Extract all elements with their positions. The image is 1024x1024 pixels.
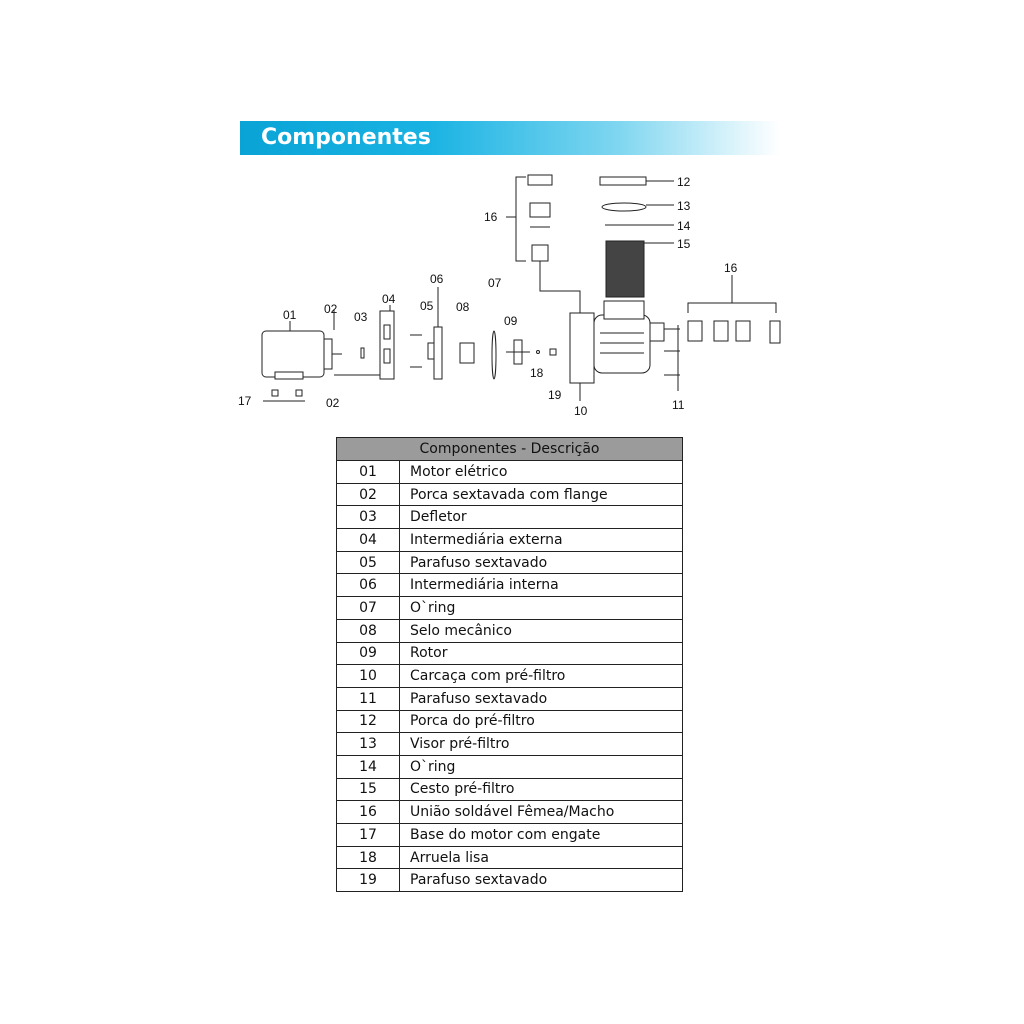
row-number: 15 [337,778,400,801]
callout-labels [238,175,738,418]
row-description: Arruela lisa [400,846,683,869]
table-row [337,529,683,552]
row-number: 17 [337,824,400,847]
row-description: Rotor [400,642,683,665]
row-description: Cesto pré-filtro [400,778,683,801]
table-row [337,801,683,824]
callout-05: 05 [420,299,434,313]
callout-01: 01 [283,308,297,322]
prefilter-stack-part [600,177,646,297]
row-number: 09 [337,642,400,665]
oring-part [492,331,496,379]
row-description: Parafuso sextavado [400,687,683,710]
row-number: 02 [337,483,400,506]
table-row [337,824,683,847]
row-number: 06 [337,574,400,597]
table-row [337,846,683,869]
row-number: 12 [337,710,400,733]
row-description: Base do motor com engate [400,824,683,847]
top-union-part [506,175,552,261]
components-table [336,437,683,892]
row-description: O`ring [400,597,683,620]
row-description: Intermediária interna [400,574,683,597]
row-description: Visor pré-filtro [400,733,683,756]
inner-bracket-part [428,327,442,379]
callout-02-bottom: 02 [326,396,340,410]
callout-07: 07 [488,276,502,290]
row-number: 13 [337,733,400,756]
motor-part [262,331,342,379]
callout-19: 19 [548,388,562,402]
table-row [337,574,683,597]
motor-base-part [263,390,305,401]
row-number: 01 [337,461,400,484]
exploded-diagram [230,165,790,425]
rotor-part [506,340,530,364]
row-number: 03 [337,506,400,529]
exploded-diagram-svg [230,165,790,425]
callout-12: 12 [677,175,691,189]
table-row [337,597,683,620]
table-row [337,483,683,506]
row-description: Motor elétrico [400,461,683,484]
row-description: O`ring [400,755,683,778]
row-number: 10 [337,665,400,688]
row-number: 04 [337,529,400,552]
row-number: 05 [337,551,400,574]
section-title: Componentes [261,125,431,150]
row-number: 19 [337,869,400,892]
row-number: 07 [337,597,400,620]
callout-02-top: 02 [324,302,338,316]
mechanical-seal-part [460,343,474,363]
table-row [337,710,683,733]
table-header-row [337,438,683,461]
row-description: Parafuso sextavado [400,551,683,574]
table-row [337,461,683,484]
side-union-part [688,275,780,343]
table-row [337,665,683,688]
table-row [337,778,683,801]
row-number: 14 [337,755,400,778]
table-row [337,642,683,665]
table-row [337,551,683,574]
section-banner [240,121,780,155]
callout-11: 11 [672,398,685,412]
row-description: União soldável Fêmea/Macho [400,801,683,824]
table-body [337,461,683,892]
callout-08: 08 [456,300,470,314]
table-row [337,733,683,756]
pump-housing-part [570,301,664,383]
row-description: Defletor [400,506,683,529]
row-description: Parafuso sextavado [400,869,683,892]
table-header: Componentes - Descrição [337,438,683,461]
outer-bracket-part [380,311,394,379]
callout-14: 14 [677,219,691,233]
callout-13: 13 [677,199,691,213]
row-description: Selo mecânico [400,619,683,642]
callout-10: 10 [574,404,588,418]
callout-18: 18 [530,366,544,380]
row-number: 11 [337,687,400,710]
table-row [337,506,683,529]
callout-04: 04 [382,292,396,306]
callout-16-side: 16 [724,261,738,275]
callout-16-top: 16 [484,210,498,224]
table-row [337,619,683,642]
callout-03: 03 [354,310,368,324]
table-row [337,755,683,778]
row-number: 16 [337,801,400,824]
row-number: 08 [337,619,400,642]
callout-17: 17 [238,394,252,408]
row-number: 18 [337,846,400,869]
callout-06: 06 [430,272,444,286]
row-description: Porca sextavada com flange [400,483,683,506]
row-description: Porca do pré-filtro [400,710,683,733]
row-description: Carcaça com pré-filtro [400,665,683,688]
row-description: Intermediária externa [400,529,683,552]
callout-15: 15 [677,237,691,251]
table-row [337,687,683,710]
callout-09: 09 [504,314,518,328]
deflector-part [361,348,364,358]
table-row [337,869,683,892]
